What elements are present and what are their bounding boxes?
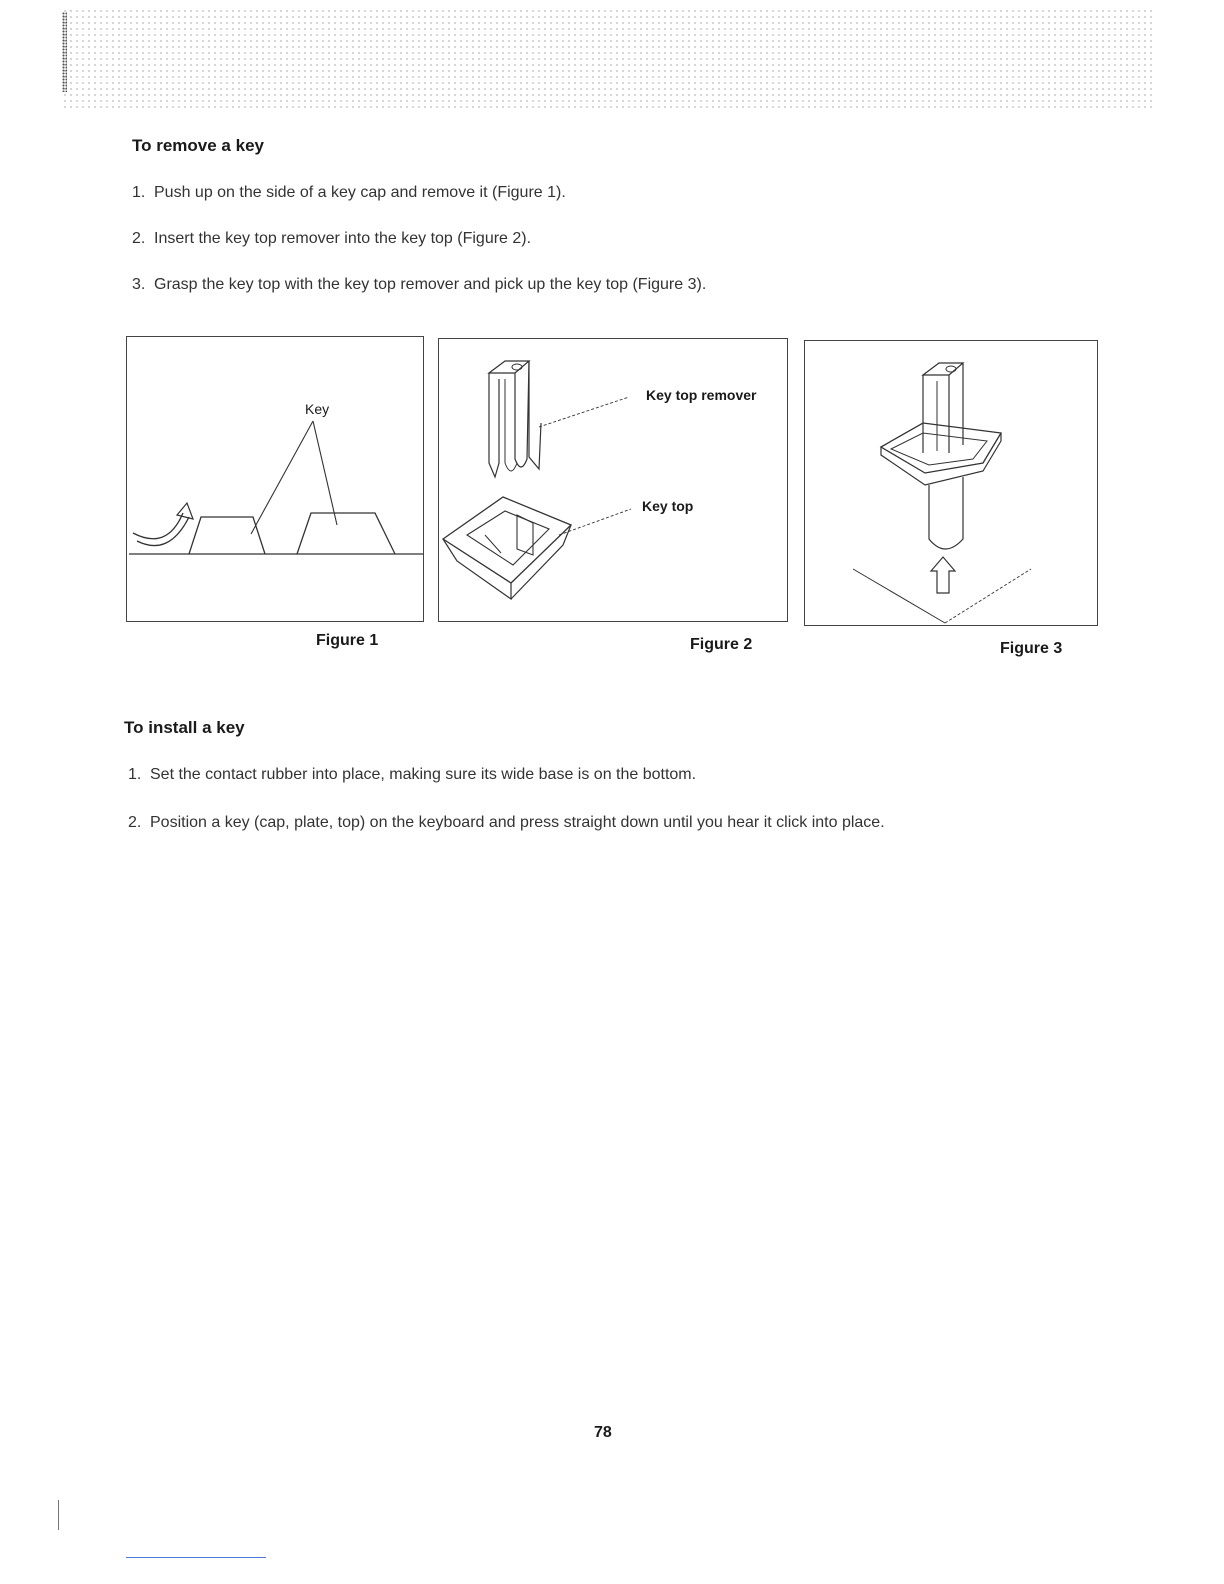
header-dot-band [62, 8, 1154, 108]
install-step-1 [128, 766, 696, 784]
install-step-2-text: Position a key (cap, plate, top) on the keyboard and press straight down until you hear it click into place. [150, 814, 885, 831]
install-step-1-text: Set the contact rubber into place, making sure its wide base is on the bottom. [150, 766, 697, 783]
footer-rule [126, 1557, 266, 1558]
figure-1-key-label: Key [305, 401, 330, 417]
figure-2-caption: Figure 2 [690, 636, 753, 653]
remove-step-2-text: Insert the key top remover into the key top (Figure 2). [154, 230, 532, 247]
margin-ticks [58, 1500, 61, 1530]
figure-3-frame [804, 340, 1098, 626]
figure-2-illustration [439, 339, 789, 623]
remove-step-2-number: 2. [132, 230, 146, 247]
figure-1-caption: Figure 1 [316, 632, 379, 649]
remove-step-3-text: Grasp the key top with the key top remover and pick up the key top (Figure 3). [154, 276, 707, 293]
remove-heading: To remove a key [132, 136, 264, 155]
remove-step-3-number: 3. [132, 276, 146, 293]
remove-step-3 [132, 276, 706, 294]
remove-step-2 [132, 230, 531, 248]
figure-2-frame [438, 338, 788, 622]
figure-2-key-top-label: Key top [642, 498, 694, 514]
figure-2-key-top-remover-label: Key top remover [646, 387, 757, 403]
install-step-2 [128, 814, 885, 832]
page-number: 78 [594, 1424, 612, 1441]
figure-1-frame [126, 336, 424, 622]
remove-step-1 [132, 184, 566, 202]
install-heading: To install a key [124, 718, 245, 737]
install-step-1-number: 1. [128, 766, 142, 783]
figure-3-caption: Figure 3 [1000, 640, 1063, 657]
figure-1-illustration [127, 337, 425, 623]
remove-step-1-text: Push up on the side of a key cap and remove it (Figure 1). [154, 184, 566, 201]
remove-step-1-number: 1. [132, 184, 146, 201]
header-band-edge [62, 12, 67, 92]
figure-3-illustration [805, 341, 1099, 627]
install-step-2-number: 2. [128, 814, 142, 831]
